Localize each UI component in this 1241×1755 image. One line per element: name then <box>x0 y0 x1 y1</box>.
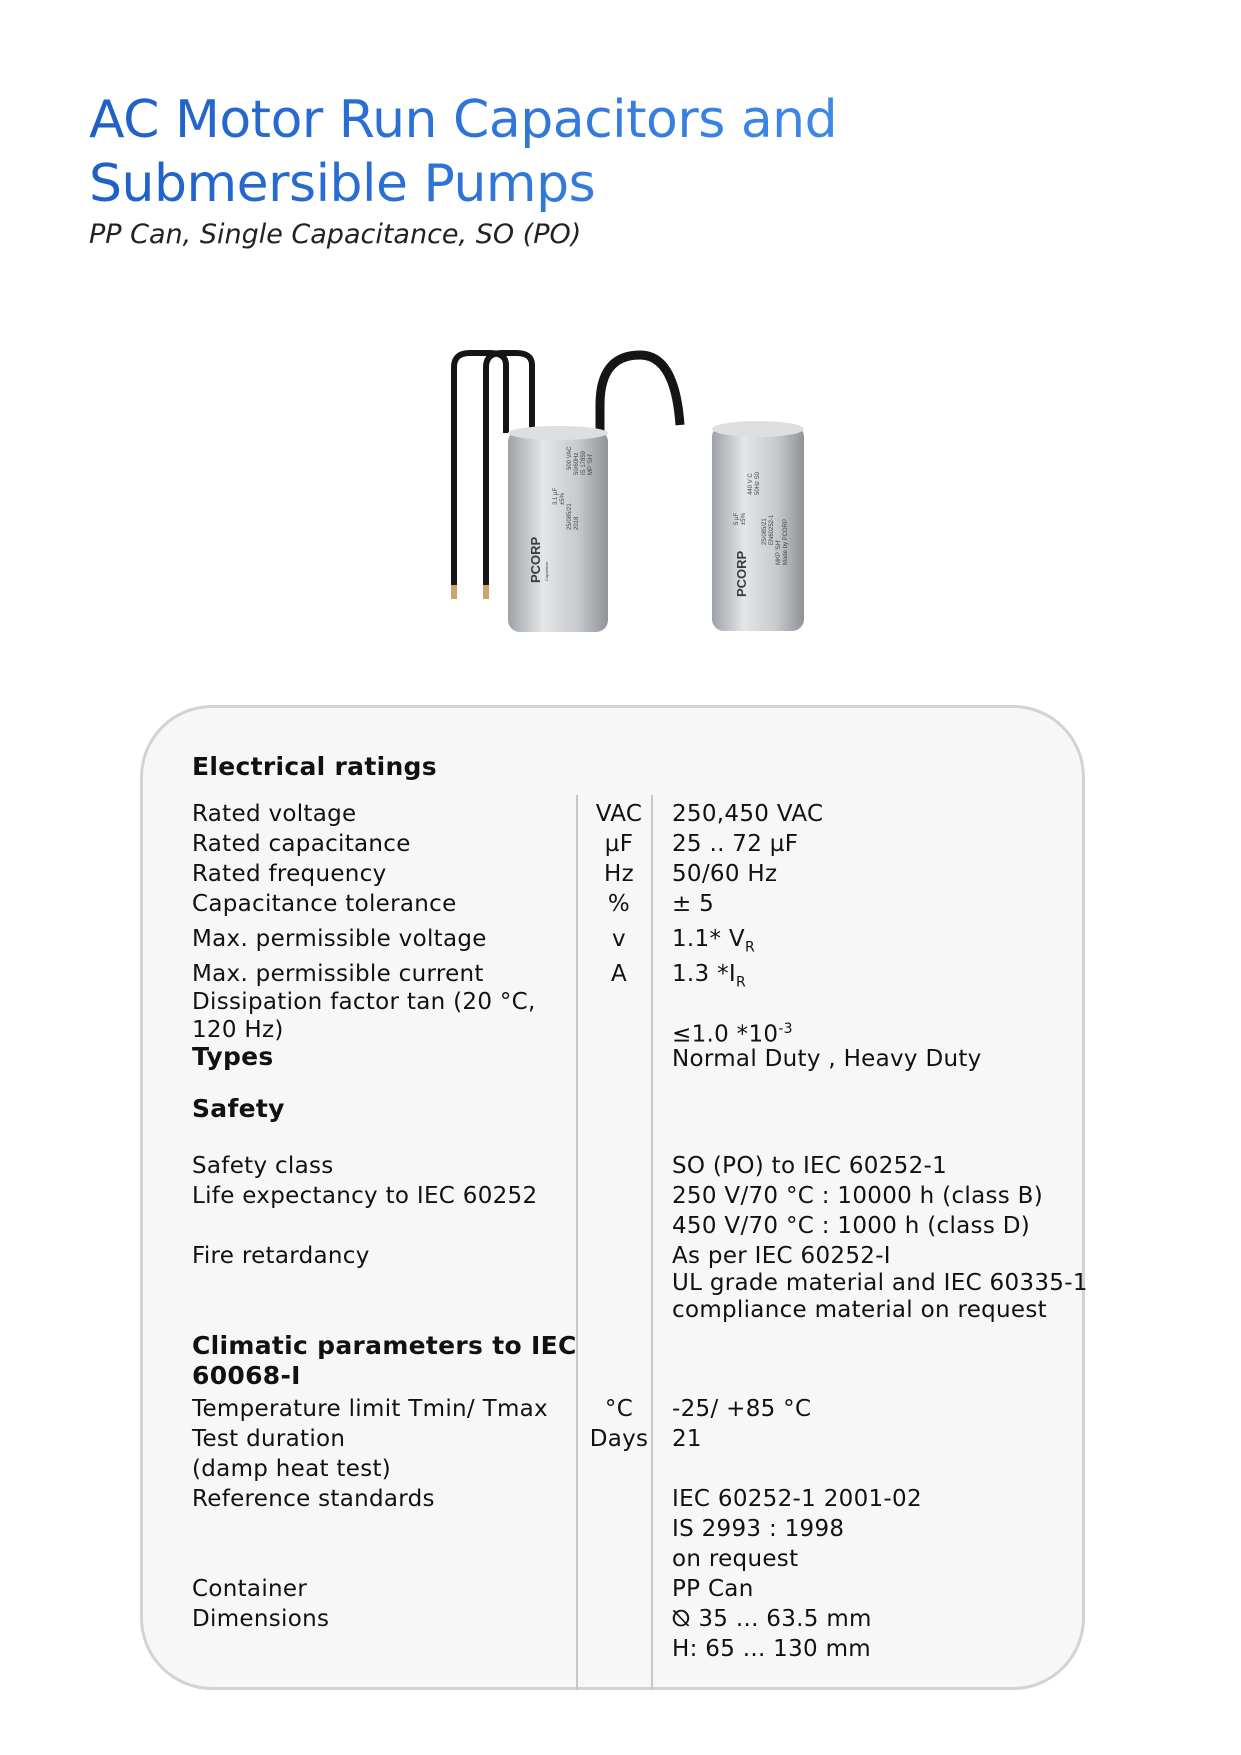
left-can-label-7: 25/085/21 <box>567 503 573 530</box>
types-label: Types <box>192 1042 274 1071</box>
dimensions-label: Dimensions <box>192 1606 330 1632</box>
left-can-label-3: 500 VAC <box>567 446 573 470</box>
right-can-label-2: ±5% <box>741 513 747 525</box>
left-can-label-8: 2018 <box>574 516 580 530</box>
value-rated-voltage: 250,450 VAC <box>672 801 824 827</box>
test-duration-unit: Days <box>589 1426 649 1452</box>
value-capacitance-tolerance: ± 5 <box>672 891 715 917</box>
right-can-label-6: EN60252-1 <box>769 514 775 545</box>
life-expectancy-label: Life expectancy to IEC 60252 <box>192 1183 538 1209</box>
right-capacitor-can <box>712 421 804 631</box>
temperature-limit-label: Temperature limit Tmin/ Tmax <box>192 1396 548 1422</box>
right-can-label-4: 50Hz S0 <box>755 471 761 495</box>
fire-retardancy-label: Fire retardancy <box>192 1243 370 1269</box>
unit-max-current: A <box>610 961 628 987</box>
types-value: Normal Duty , Heavy Duty <box>672 1046 982 1072</box>
test-duration-value: 21 <box>672 1426 702 1452</box>
value-rated-capacitance: 25 .. 72 µF <box>672 831 799 857</box>
unit-rated-capacitance: µF <box>604 831 634 857</box>
value-max-current: 1.3 $*I_R$ <box>672 961 747 991</box>
safety-class-value: SO (PO) to IEC 60252-1 <box>672 1153 948 1179</box>
value-max-voltage: 1.1* $V_R$ <box>672 926 755 956</box>
param-max-current: Max. permissible current <box>192 961 484 987</box>
left-can-brand-sub: Capacitors <box>544 561 549 581</box>
reference-standards-value-2: IS 2993 : 1998 <box>672 1516 845 1542</box>
left-capacitor-can <box>508 426 608 632</box>
dimensions-value-1: ⦰ 35 ... 63.5 mm <box>672 1606 872 1632</box>
safety-class-label: Safety class <box>192 1153 334 1179</box>
right-can-label-1: 5 µF <box>734 512 740 525</box>
left-can-label-6: MP 'SH' <box>588 453 594 475</box>
reference-standards-label: Reference standards <box>192 1486 435 1512</box>
section-heading-climatic-1: Climatic parameters to IEC <box>192 1331 577 1360</box>
fire-retardancy-value-2: UL grade material and IEC 60335-1 <box>672 1270 1088 1296</box>
section-heading-climatic-2: 60068-I <box>192 1361 301 1390</box>
page-title: AC Motor Run Capacitors and Submersible Pumps <box>89 88 1169 216</box>
right-can-label-3: 440 V C <box>748 473 754 495</box>
param-dissipation-factor: Dissipation factor tan (20 °C, 120 Hz) <box>192 989 536 1043</box>
param-rated-frequency: Rated frequency <box>192 861 387 887</box>
life-expectancy-value-2: 450 V/70 °C : 1000 h (class D) <box>672 1213 1030 1239</box>
page-subtitle: PP Can, Single Capacitance, SO (PO) <box>89 219 582 250</box>
unit-capacitance-tolerance: % <box>607 891 631 917</box>
value-dissipation-factor: ≤1.0 $*10^{-3}$ <box>672 1021 793 1048</box>
section-heading-safety: Safety <box>192 1094 285 1123</box>
right-can-label-5: 25/085/21 <box>762 518 768 545</box>
left-can-label-4: 50/60Hz <box>574 452 580 475</box>
param-max-voltage: Max. permissible voltage <box>192 926 487 952</box>
section-heading-electrical: Electrical ratings <box>192 752 437 781</box>
right-can-label-8: Made by PCORP <box>783 518 789 565</box>
left-can-brand: PCORP <box>528 536 543 583</box>
container-label: Container <box>192 1576 308 1602</box>
life-expectancy-value-1: 250 V/70 °C : 10000 h (class B) <box>672 1183 1043 1209</box>
value-rated-frequency: 50/60 Hz <box>672 861 778 887</box>
temperature-limit-unit: °C <box>604 1396 634 1422</box>
param-rated-capacitance: Rated capacitance <box>192 831 411 857</box>
left-can-label-1: 3.1 µF <box>553 487 559 505</box>
unit-rated-voltage: VAC <box>595 801 643 827</box>
reference-standards-value-1: IEC 60252-1 2001-02 <box>672 1486 922 1512</box>
param-rated-voltage: Rated voltage <box>192 801 357 827</box>
fire-retardancy-value-1: As per IEC 60252-I <box>672 1243 891 1269</box>
dimensions-value-2: H: 65 ... 130 mm <box>672 1636 871 1662</box>
param-capacitance-tolerance: Capacitance tolerance <box>192 891 457 917</box>
capacitor-product-image <box>440 345 830 635</box>
test-duration-label: Test duration <box>192 1426 346 1452</box>
diameter-icon: ⦰ <box>672 1606 691 1632</box>
left-can-label-2: ±5% <box>560 493 566 505</box>
right-can-brand: PCORP <box>734 550 749 597</box>
unit-max-voltage: v <box>612 926 626 952</box>
test-duration-note: (damp heat test) <box>192 1456 392 1482</box>
right-can-label-7: MKP 'SH' <box>776 539 782 565</box>
container-value: PP Can <box>672 1576 754 1602</box>
fire-retardancy-value-3: compliance material on request <box>672 1297 1047 1323</box>
temperature-limit-value: -25/ +85 °C <box>672 1396 812 1422</box>
reference-standards-value-3: on request <box>672 1546 799 1572</box>
left-can-label-5: IS 17859 <box>581 450 587 475</box>
unit-rated-frequency: Hz <box>604 861 634 887</box>
